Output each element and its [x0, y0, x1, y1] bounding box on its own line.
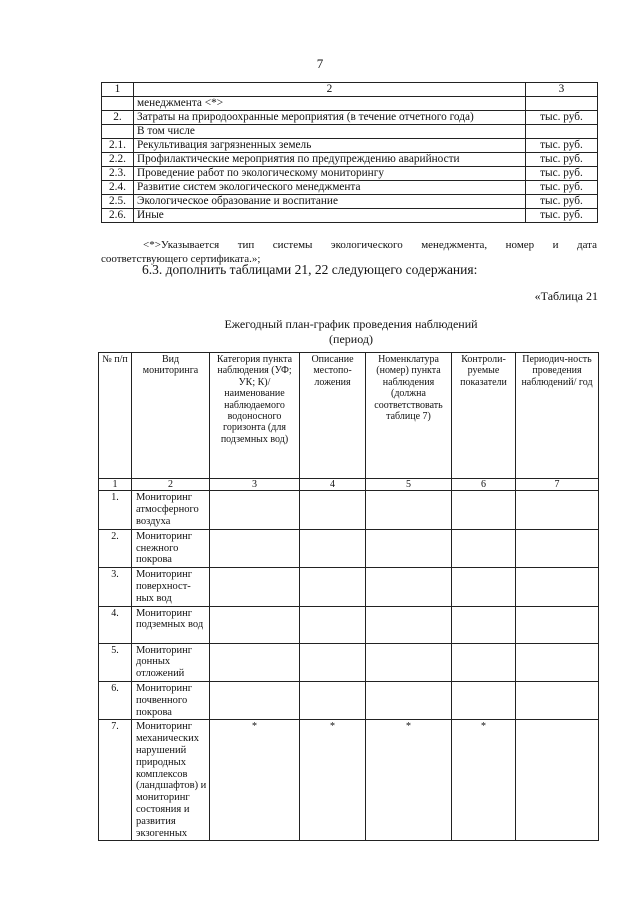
table-row: [99, 491, 599, 529]
monitoring-type: Мониторинг донных отложений: [132, 643, 210, 681]
table-title: Ежегодный план-график проведения наблюдений: [224, 317, 478, 331]
table-row: [99, 606, 599, 643]
row-name: Затраты на природоохранные мероприятия (в течение отчетного года): [134, 111, 526, 125]
row-number: 7.: [99, 720, 132, 841]
column-number: 2: [132, 479, 210, 491]
cell: [366, 643, 452, 681]
header-cell: Контроли-руемые показатели: [452, 353, 516, 479]
table-row: [102, 111, 598, 125]
row-name: Профилактические мероприятия по предупреждению аварийности: [134, 153, 526, 167]
row-name: Экологическое образование и воспитание: [134, 195, 526, 209]
cell: [366, 529, 452, 567]
cell: [300, 681, 366, 719]
column-number: 3: [210, 479, 300, 491]
column-number: 4: [300, 479, 366, 491]
row-number: 6.: [99, 681, 132, 719]
table-row: [99, 643, 599, 681]
table-row: [99, 529, 599, 567]
row-name: В том числе: [134, 125, 526, 139]
cell: [300, 568, 366, 606]
row-name: Иные: [134, 209, 526, 223]
cell: [366, 606, 452, 643]
monitoring-schedule-table: [98, 352, 599, 841]
monitoring-type: Мониторинг поверхност-ных вод: [132, 568, 210, 606]
table-reference: «Таблица 21: [534, 289, 598, 303]
cell: [210, 491, 300, 529]
cell: [516, 529, 599, 567]
row-number: 2.3.: [102, 167, 134, 181]
cell: [452, 643, 516, 681]
cell: [210, 606, 300, 643]
row-number: 2.1.: [102, 139, 134, 153]
table-row: [99, 568, 599, 606]
row-unit: тыс. руб.: [526, 209, 598, 223]
row-number: 4.: [99, 606, 132, 643]
cell: [452, 606, 516, 643]
monitoring-type: Мониторинг почвенного покрова: [132, 681, 210, 719]
monitoring-type: Мониторинг подземных вод: [132, 606, 210, 643]
page-number: 7: [316, 56, 324, 71]
row-number: 2.4.: [102, 181, 134, 195]
header-cell: Категория пункта наблюдения (УФ; УК; К)/ наименование наблюдаемого водоносного горизонта (для подземных вод): [210, 353, 300, 479]
column-number: 6: [452, 479, 516, 491]
cell: [300, 606, 366, 643]
column-number: 7: [516, 479, 599, 491]
cell: [366, 568, 452, 606]
cell: [516, 643, 599, 681]
row-unit: тыс. руб.: [526, 153, 598, 167]
header-cell: Описание местопо-ложения: [300, 353, 366, 479]
cell: [366, 681, 452, 719]
header-cell: Периодич-ность проведения наблюдений/ год: [516, 353, 599, 479]
header-cell: 1: [102, 83, 134, 97]
row-number: [102, 97, 134, 111]
row-unit: тыс. руб.: [526, 111, 598, 125]
row-unit: тыс. руб.: [526, 167, 598, 181]
column-number: 1: [99, 479, 132, 491]
cell: [452, 568, 516, 606]
header-cell: 3: [526, 83, 598, 97]
header-cell: № п/п: [99, 353, 132, 479]
header-cell: Вид мониторинга: [132, 353, 210, 479]
table-row: [102, 167, 598, 181]
table-row: [102, 97, 598, 111]
row-number: 2.2.: [102, 153, 134, 167]
row-unit: тыс. руб.: [526, 195, 598, 209]
row-name: менеджмента <*>: [134, 97, 526, 111]
table-subtitle: (период): [329, 332, 373, 346]
table-row: [102, 139, 598, 153]
cell: [452, 529, 516, 567]
cell: [366, 491, 452, 529]
cell: [452, 491, 516, 529]
row-number: 3.: [99, 568, 132, 606]
row-unit: тыс. руб.: [526, 181, 598, 195]
row-number: 5.: [99, 643, 132, 681]
table-row: [102, 125, 598, 139]
cell: *: [366, 720, 452, 841]
cell: [300, 643, 366, 681]
monitoring-type: Мониторинг атмосферного воздуха: [132, 491, 210, 529]
row-number: 1.: [99, 491, 132, 529]
header-cell: 2: [134, 83, 526, 97]
column-number: 5: [366, 479, 452, 491]
cell: [516, 720, 599, 841]
table-row: [99, 720, 599, 841]
footnote-line: соответствующего сертификата.»;: [101, 253, 261, 265]
row-unit: тыс. руб.: [526, 139, 598, 153]
monitoring-type: Мониторинг механических нарушений природных комплексов (ландшафтов) и мониторинг состояния и развития экзогенных: [132, 720, 210, 841]
cell: *: [210, 720, 300, 841]
row-number: 2.: [102, 111, 134, 125]
row-number: [102, 125, 134, 139]
table-row: [102, 181, 598, 195]
expenses-table: [101, 82, 598, 223]
column-number-row: [99, 479, 599, 491]
cell: [210, 568, 300, 606]
row-unit: [526, 125, 598, 139]
cell: [516, 568, 599, 606]
cell: [300, 529, 366, 567]
table-row: [102, 153, 598, 167]
row-unit: [526, 97, 598, 111]
row-number: 2.: [99, 529, 132, 567]
footnote-line: <*>Указывается тип системы экологического менеджмента, номер и дата: [143, 239, 597, 251]
monitoring-type: Мониторинг снежного покрова: [132, 529, 210, 567]
cell: [452, 681, 516, 719]
table-row: [102, 195, 598, 209]
cell: [300, 491, 366, 529]
row-name: Развитие систем экологического менеджмента: [134, 181, 526, 195]
cell: [210, 681, 300, 719]
row-number: 2.5.: [102, 195, 134, 209]
cell: [210, 529, 300, 567]
table-row: [102, 209, 598, 223]
cell: [516, 491, 599, 529]
table-header-row: [102, 83, 598, 97]
header-cell: Номенклатура (номер) пункта наблюдения (должна соответствовать таблице 7): [366, 353, 452, 479]
row-name: Проведение работ по экологическому мониторингу: [134, 167, 526, 181]
row-name: Рекультивация загрязненных земель: [134, 139, 526, 153]
cell: *: [452, 720, 516, 841]
table-header-row: [99, 353, 599, 479]
cell: [210, 643, 300, 681]
paragraph-6-3: 6.3. дополнить таблицами 21, 22 следующего содержания:: [142, 262, 478, 277]
table-row: [99, 681, 599, 719]
cell: [516, 606, 599, 643]
cell: *: [300, 720, 366, 841]
row-number: 2.6.: [102, 209, 134, 223]
cell: [516, 681, 599, 719]
